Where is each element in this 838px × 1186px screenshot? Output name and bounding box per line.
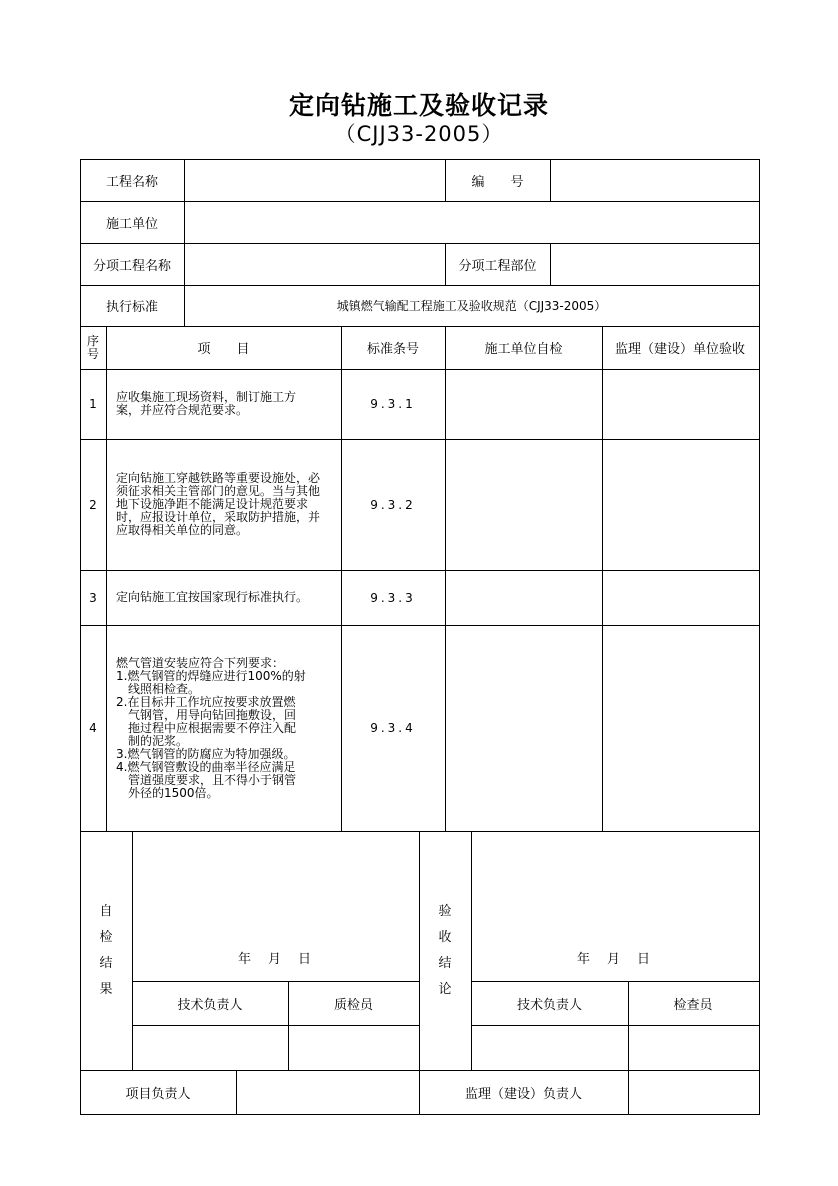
date-left: 年 月 日: [237, 951, 313, 967]
row-clause: 9.3.1: [370, 397, 416, 411]
construction-unit-label: 施工单位: [105, 216, 158, 232]
self-check-result-text: 自检结果: [99, 903, 113, 997]
row-supervision-field[interactable]: [603, 626, 757, 830]
row-seq: 1: [89, 397, 97, 411]
col-header-item: 项 目: [197, 342, 250, 357]
seq-header-text: 序号: [87, 333, 100, 361]
col-header-seq: [80, 326, 106, 369]
row-item-text: 应收集施工现场资料，制订施工方案，并应符合规范要求。: [116, 390, 297, 417]
row-seq: 2: [89, 497, 97, 512]
construction-unit-field[interactable]: [185, 201, 758, 243]
project-manager-label: 项目负责人: [125, 1086, 191, 1102]
row-item-text: 定向钻施工穿越铁路等重要设施处，必须征求相关主管部门的意见。当与其他地下设施净距不能满足设计规范要求时，应报设计单位，采取防护措施，并应取得相关单位的同意。: [116, 471, 321, 537]
sub-project-part-label: 分项工程部位: [458, 258, 537, 274]
supervisor-signature[interactable]: [629, 1071, 757, 1113]
row-clause: 9.3.4: [370, 721, 416, 735]
project-manager-signature[interactable]: [237, 1071, 418, 1113]
row-item: [106, 625, 341, 831]
row-item-text: 定向钻施工宜按国家现行标准执行。: [116, 590, 309, 604]
row-item: [106, 369, 341, 439]
row-clause: 9.3.3: [370, 590, 416, 605]
tech-lead-label: 技术负责人: [177, 997, 243, 1013]
tech-lead-label-right: 技术负责人: [516, 997, 582, 1013]
quality-inspector-label: 质检员: [333, 997, 373, 1013]
project-name-field[interactable]: [185, 159, 445, 201]
row-item-text: 燃气管道安装应符合下列要求： 1.燃气钢管的焊缝应进行100%的射 线照相检查。 2.在目标井工作坑应按要求放置燃 气钢管，用导向钻回拖敷设，回 拖过程中应根据需要不停注入配 制的泥浆。 3.燃气钢管的防腐应为特加强级。 4.燃气钢管敷设的曲率半径应满足 管道强度要求，且不得小于钢管 外径的1500倍。: [116, 655, 306, 800]
document-subtitle: （CJJ33-2005）: [334, 122, 504, 146]
row-self-check-field[interactable]: [446, 440, 601, 569]
number-field[interactable]: [551, 159, 758, 201]
row-supervision-field[interactable]: [603, 571, 757, 624]
date-right: 年 月 日: [576, 951, 652, 967]
row-self-check-field[interactable]: [446, 626, 601, 830]
self-check-result-field[interactable]: [133, 832, 418, 942]
row-seq: 3: [89, 590, 97, 605]
tech-lead-signature-right[interactable]: [472, 1026, 627, 1069]
acceptance-conclusion-label: [419, 831, 471, 1070]
row-item: [106, 570, 341, 625]
col-header-self-check: 施工单位自检: [484, 342, 563, 357]
acceptance-conclusion-field[interactable]: [472, 832, 757, 942]
quality-inspector-signature[interactable]: [289, 1026, 418, 1069]
row-seq: 4: [89, 721, 97, 735]
inspector-signature[interactable]: [629, 1026, 757, 1069]
standard-value: 城镇燃气输配工程施工及验收规范（CJJ33-2005）: [336, 299, 607, 313]
number-label: 编 号: [471, 174, 524, 190]
tech-lead-signature[interactable]: [133, 1026, 287, 1069]
supervisor-label: 监理（建设）负责人: [464, 1086, 582, 1102]
inspector-label: 检查员: [673, 997, 713, 1013]
document-title: 定向钻施工及验收记录: [288, 91, 549, 120]
standard-label: 执行标准: [105, 300, 158, 315]
col-header-clause: 标准条号: [366, 342, 419, 357]
col-header-supervision: 监理（建设）单位验收: [614, 342, 745, 357]
acceptance-conclusion-text: 验收结论: [438, 903, 452, 997]
sub-project-name-label: 分项工程名称: [92, 258, 171, 274]
project-name-label: 工程名称: [105, 174, 158, 190]
row-self-check-field[interactable]: [446, 571, 601, 624]
sub-project-name-field[interactable]: [185, 243, 445, 285]
row-supervision-field[interactable]: [603, 370, 757, 438]
row-item: [106, 439, 341, 570]
row-self-check-field[interactable]: [446, 370, 601, 438]
row-supervision-field[interactable]: [603, 440, 757, 569]
sub-project-part-field[interactable]: [551, 243, 758, 285]
self-check-result-label: [80, 831, 132, 1070]
row-clause: 9.3.2: [370, 497, 416, 512]
